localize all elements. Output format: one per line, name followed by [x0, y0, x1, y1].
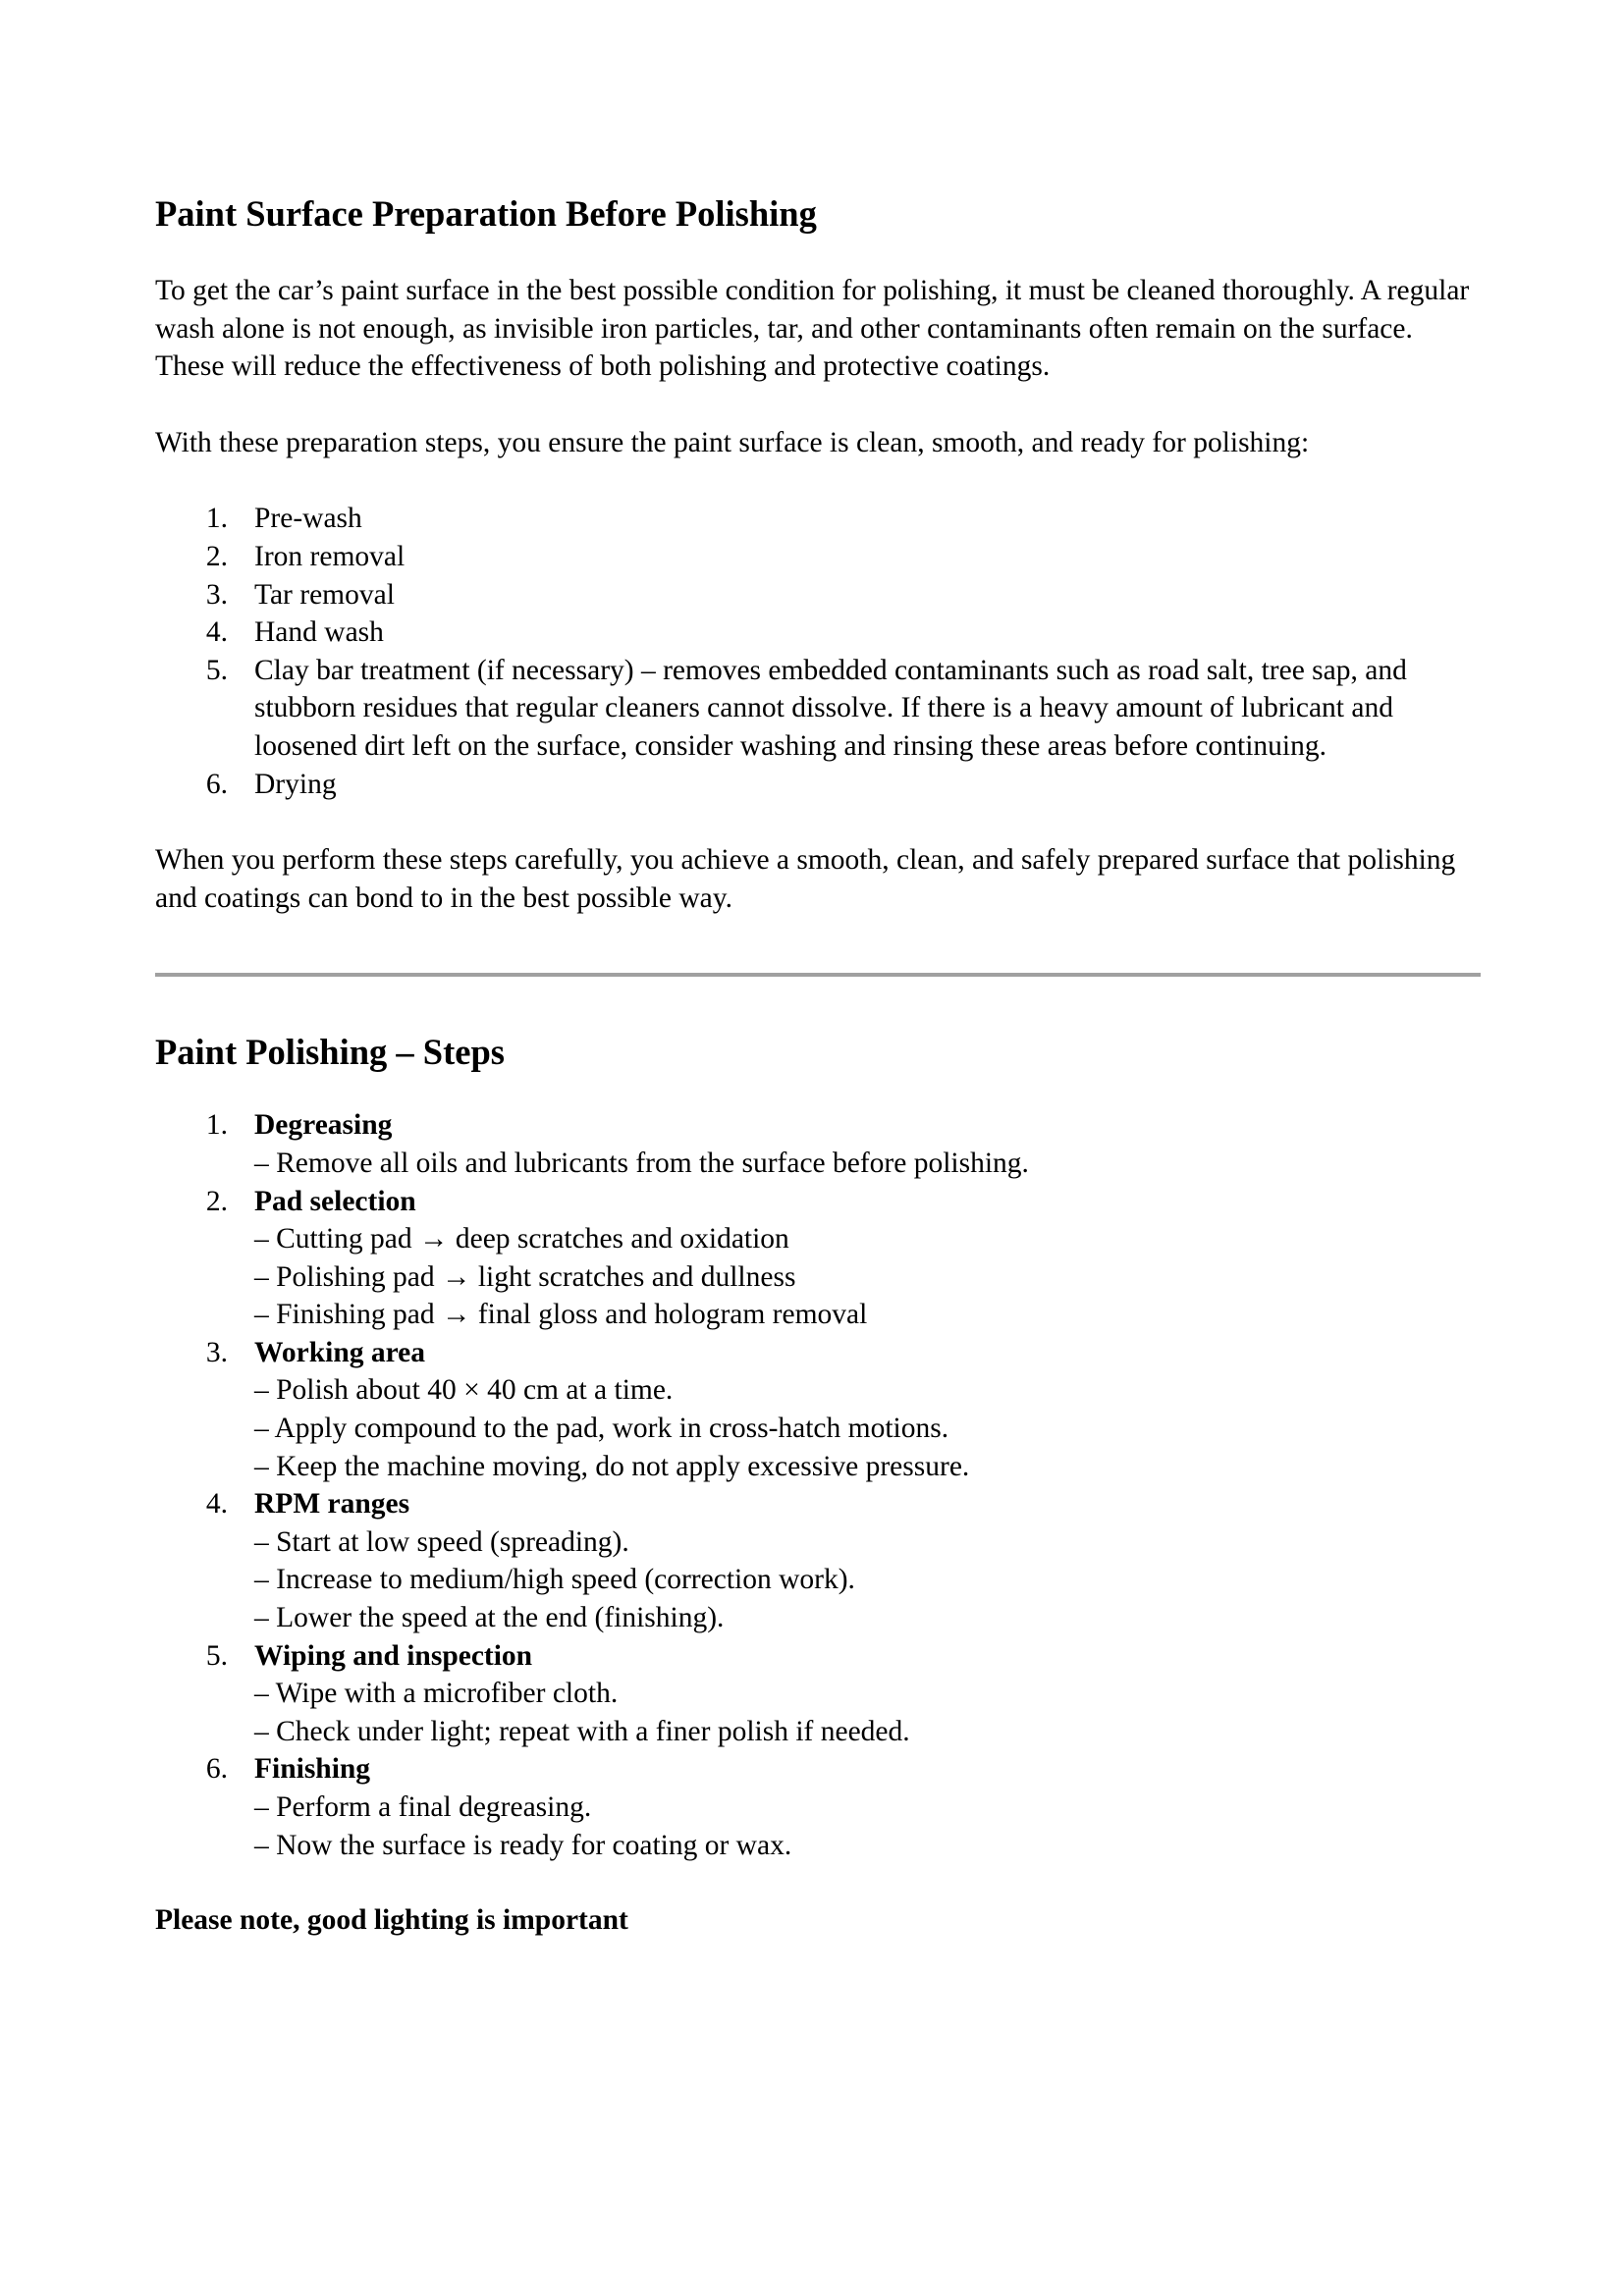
list-number: 1. — [205, 503, 228, 535]
list-item-text: Drying — [254, 768, 337, 800]
list-item — [155, 1334, 1481, 1485]
list-item — [155, 614, 1481, 652]
list-number: 2. — [205, 1185, 228, 1217]
step-detail: – Keep the machine moving, do not apply excessive pressure. — [254, 1450, 970, 1482]
step-title: RPM ranges — [254, 1488, 410, 1521]
polishing-steps-list — [155, 1106, 1481, 1864]
list-item — [155, 576, 1481, 614]
list-item-text: Pre-wash — [254, 503, 362, 535]
list-number: 4. — [205, 1488, 228, 1521]
step-title: Finishing — [254, 1753, 371, 1786]
horizontal-divider — [155, 973, 1481, 977]
list-number: 4. — [205, 616, 228, 649]
step-detail: – Increase to medium/high speed (correction work). — [254, 1564, 855, 1596]
step-detail: – Cutting pad → deep scratches and oxidation — [254, 1223, 789, 1255]
section-title-polishing-steps: Paint Polishing – Steps — [155, 1032, 505, 1073]
list-item — [155, 1183, 1481, 1334]
list-item-text: Tar removal — [254, 578, 395, 611]
step-title: Working area — [254, 1336, 426, 1368]
list-number: 3. — [205, 1336, 228, 1368]
list-item — [155, 1485, 1481, 1636]
list-item-text: Hand wash — [254, 616, 384, 649]
list-number: 3. — [205, 578, 228, 611]
step-title: Degreasing — [254, 1109, 393, 1142]
list-number: 2. — [205, 540, 228, 572]
step-detail: – Finishing pad → final gloss and hologram removal — [254, 1299, 868, 1331]
list-number: 6. — [205, 768, 228, 800]
list-number: 6. — [205, 1753, 228, 1786]
list-item — [155, 500, 1481, 538]
step-detail: – Remove all oils and lubricants from the surface before polishing. — [254, 1147, 1029, 1179]
lead-paragraph: With these preparation steps, you ensure the paint surface is clean, smooth, and ready for polishing: — [155, 426, 1310, 458]
list-item — [155, 538, 1481, 576]
step-title: Wiping and inspection — [254, 1639, 533, 1672]
list-item — [155, 1750, 1481, 1864]
list-number: 1. — [205, 1109, 228, 1142]
step-detail: – Polishing pad → light scratches and dullness — [254, 1260, 796, 1293]
document-page — [155, 191, 1481, 1940]
step-detail: – Apply compound to the pad, work in cross-hatch motions. — [254, 1413, 949, 1445]
list-item-text: Clay bar treatment (if necessary) – removes embedded contaminants such as road salt, tree sap, and stubborn residues that regular cleaners cannot dissolve. If there is a heavy amount of lubricant and loosened dirt left on the surface, consider washing and rinsing these areas before continuing. — [254, 654, 1407, 762]
important-note: Please note, good lighting is important — [155, 1904, 628, 1937]
list-item — [155, 1106, 1481, 1182]
list-item — [155, 652, 1481, 766]
closing-paragraph: When you perform these steps carefully, you achieve a smooth, clean, and safely prepared surface that polishing and coatings can bond to in the best possible way. — [155, 844, 1456, 914]
list-item-text: Iron removal — [254, 540, 406, 572]
intro-paragraph: To get the car’s paint surface in the best possible condition for polishing, it must be cleaned thoroughly. A regular wash alone is not enough, as invisible iron particles, tar, and other contaminants often remain on the surface. These will reduce the effectiveness of both polishing and protective coatings. — [155, 275, 1470, 383]
step-detail: – Lower the speed at the end (finishing). — [254, 1602, 725, 1634]
step-detail: – Polish about 40 × 40 cm at a time. — [254, 1374, 674, 1407]
step-detail: – Now the surface is ready for coating or wax. — [254, 1829, 792, 1861]
list-number: 5. — [205, 654, 228, 686]
step-detail: – Check under light; repeat with a finer polish if needed. — [254, 1715, 910, 1747]
step-detail: – Start at low speed (spreading). — [254, 1525, 629, 1558]
step-detail: – Perform a final degreasing. — [254, 1791, 592, 1823]
list-number: 5. — [205, 1639, 228, 1672]
section-title-preparation: Paint Surface Preparation Before Polishing — [155, 193, 817, 234]
step-title: Pad selection — [254, 1185, 416, 1217]
list-item — [155, 766, 1481, 804]
preparation-steps-list — [155, 500, 1481, 803]
step-detail: – Wipe with a microfiber cloth. — [254, 1678, 619, 1710]
list-item — [155, 1637, 1481, 1751]
